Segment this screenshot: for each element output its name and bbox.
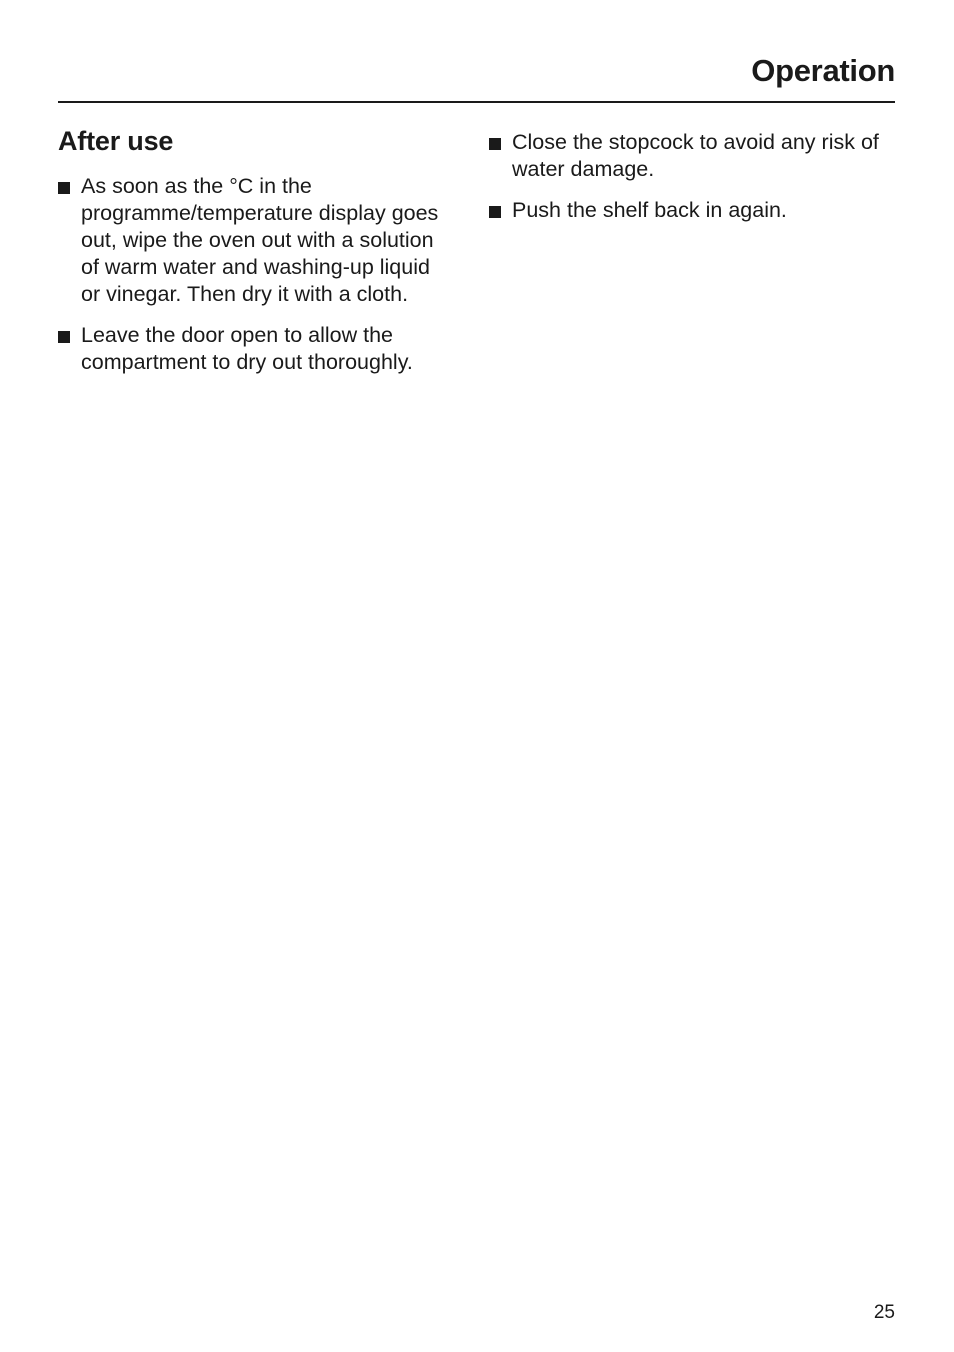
bullet-list-left xyxy=(58,173,448,376)
square-bullet-icon xyxy=(489,138,501,150)
bullet-list-right xyxy=(489,129,899,224)
list-item-text: As soon as the °C in the programme/temperature display goes out, wipe the oven out with a solution of warm water and washing-up liquid or vinegar. Then dry it with a cloth. xyxy=(81,174,439,306)
list-item xyxy=(58,173,448,308)
page-title: Operation xyxy=(751,53,895,88)
list-item xyxy=(489,197,899,224)
list-item xyxy=(58,322,448,376)
square-bullet-icon xyxy=(489,206,501,218)
page-number: 25 xyxy=(873,1302,895,1323)
section-header xyxy=(58,0,895,103)
square-bullet-icon xyxy=(58,182,70,194)
right-column xyxy=(489,129,899,238)
section-heading: After use xyxy=(58,126,174,156)
left-column xyxy=(58,122,448,390)
list-item-text: Leave the door open to allow the compartment to dry out thoroughly. xyxy=(81,323,413,374)
square-bullet-icon xyxy=(58,331,70,343)
list-item xyxy=(489,129,899,183)
list-item-text: Push the shelf back in again. xyxy=(512,198,787,222)
list-item-text: Close the stopcock to avoid any risk of water damage. xyxy=(512,130,879,181)
